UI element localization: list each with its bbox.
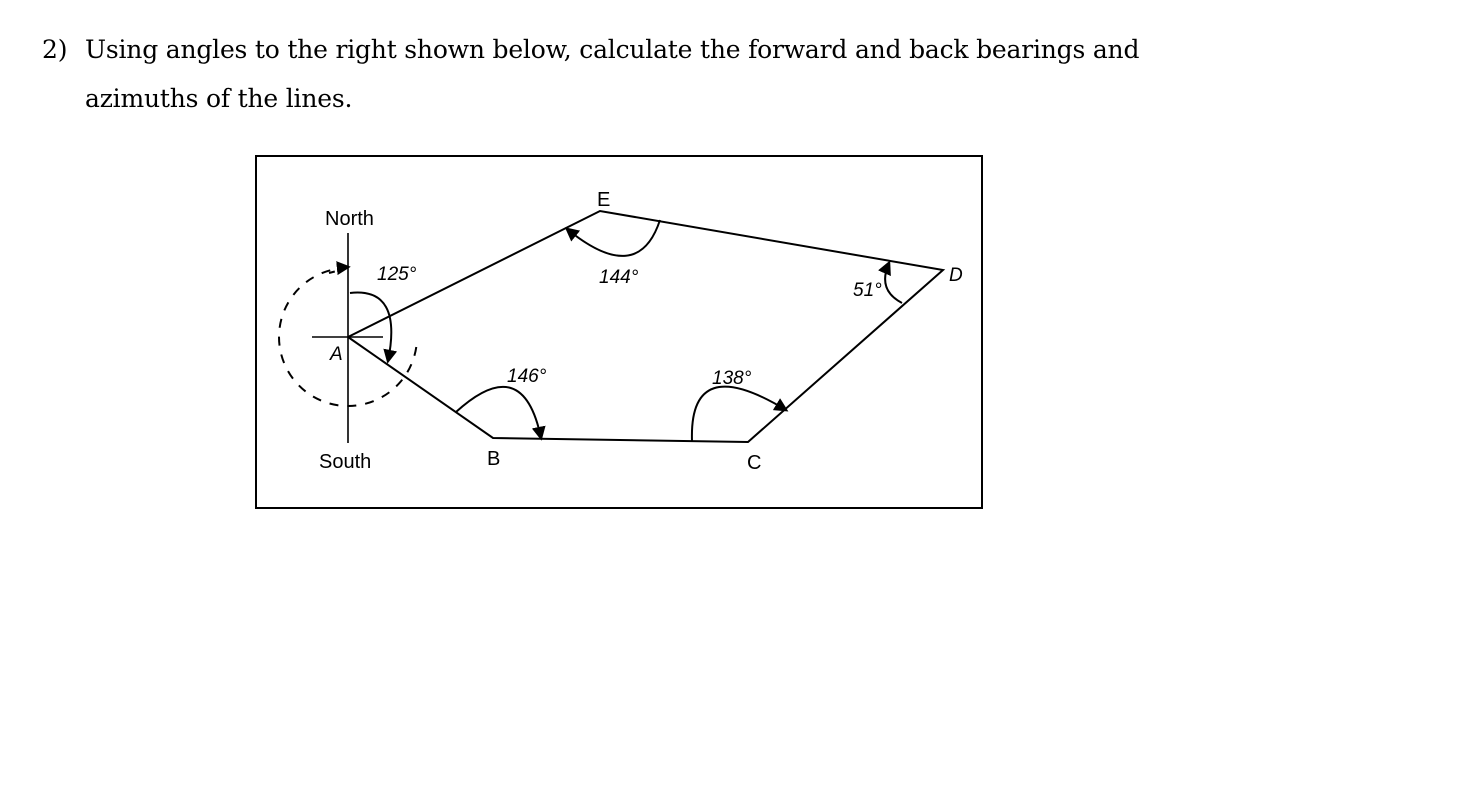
point-a-label: A <box>330 344 343 365</box>
angle-e-label: 144° <box>599 267 639 288</box>
angle-b-label: 146° <box>507 366 547 387</box>
point-c-label: C <box>747 452 762 474</box>
dashed-arc-arrow <box>338 267 348 268</box>
question-line-2: azimuths of the lines. <box>85 84 353 113</box>
angle-a-label: 125° <box>377 264 417 285</box>
angle-c-label: 138° <box>712 368 752 389</box>
angle-arc-e <box>567 220 660 256</box>
point-e-label: E <box>597 189 611 211</box>
angle-arc-d <box>885 263 902 303</box>
question-line-1: Using angles to the right shown below, calculate the forward and back bearings and <box>85 35 1140 64</box>
angle-d-label: 51° <box>853 280 882 301</box>
south-label: South <box>319 451 372 473</box>
north-label: North <box>325 208 374 230</box>
point-d-label: D <box>949 265 963 286</box>
traverse-diagram <box>255 155 983 509</box>
traverse-diagram-svg <box>255 155 983 509</box>
question-number: 2) <box>42 35 68 64</box>
angle-arc-c <box>692 387 786 441</box>
point-b-label: B <box>487 448 501 470</box>
angle-arc-b <box>456 387 541 438</box>
